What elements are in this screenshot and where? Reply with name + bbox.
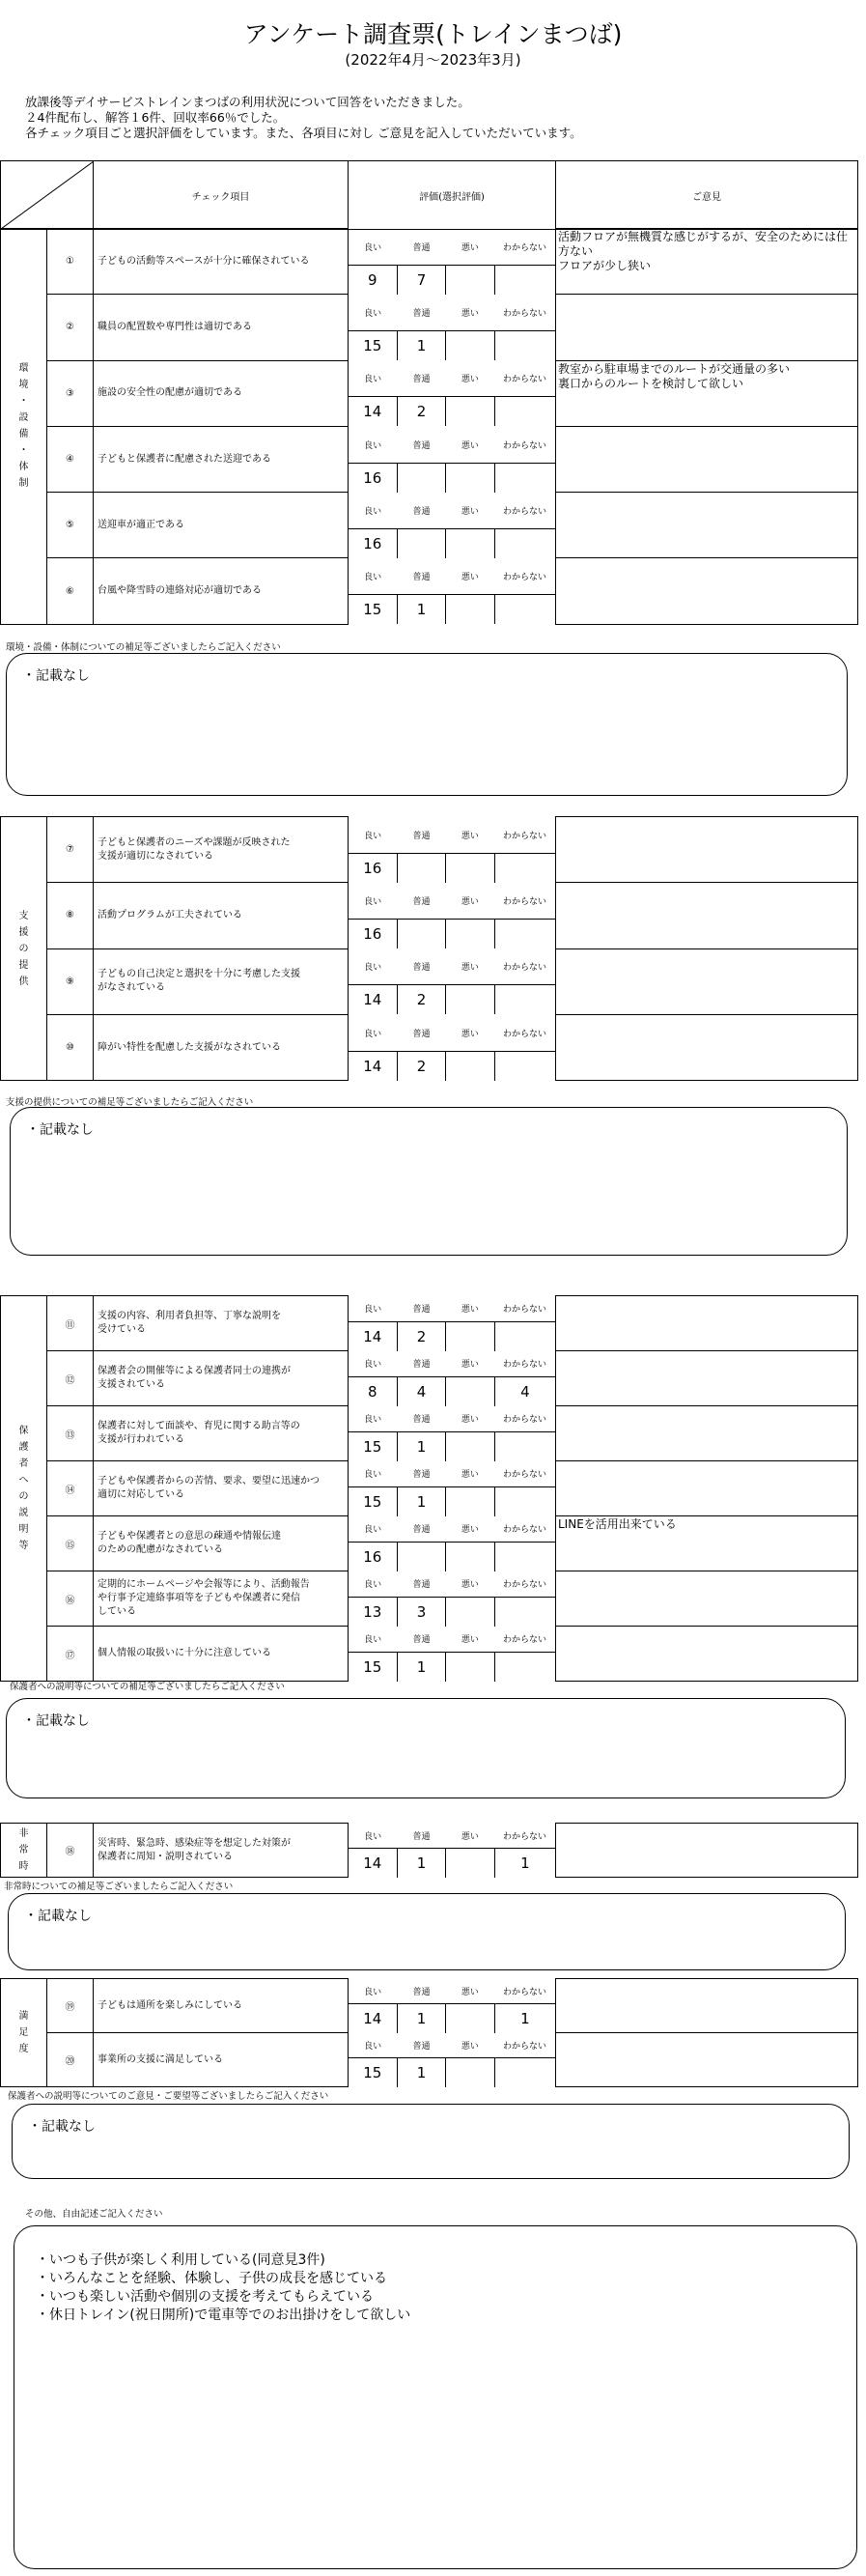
rating-value: 1 [520, 1854, 530, 1872]
rating-label: 悪い [461, 1360, 479, 1370]
rating-value [446, 331, 495, 360]
rating-cell [349, 2033, 556, 2087]
rating-label: 悪い [461, 1415, 479, 1425]
comment-cell [556, 1627, 858, 1682]
rating-value [495, 397, 555, 426]
rating-label: 悪い [461, 1029, 479, 1039]
rating-label: わからない [503, 440, 547, 451]
rating-label: わからない [503, 1987, 547, 1997]
rating-label: わからない [503, 375, 547, 385]
rating-value: 16 [349, 1543, 398, 1571]
rating-value [446, 1849, 495, 1878]
table-row [1, 2033, 858, 2087]
table-row [1, 1516, 858, 1571]
rating-value: 14 [349, 397, 398, 426]
item-number: ⑰ [47, 1627, 94, 1682]
rating-label: 普通 [412, 896, 431, 907]
comment-cell [556, 1571, 858, 1627]
check-item: 個人情報の取扱いに十分に注意している [94, 1627, 349, 1682]
rating-label: 普通 [412, 1470, 431, 1480]
rating-value: 14 [349, 1849, 398, 1878]
rating-value [495, 331, 555, 360]
item-number: ⑨ [47, 948, 94, 1014]
rating-label: 悪い [461, 506, 479, 517]
rating-label: 良い [364, 1831, 382, 1842]
check-item: 子どもは通所を楽しみにしている [94, 1979, 349, 2033]
rating-value: 1 [398, 1849, 447, 1878]
rating-value [495, 1052, 555, 1081]
section-comment-box: ・記載なし [10, 1107, 848, 1256]
section-prompt: 保護者への説明等についての補足等ございましたらご記入ください [10, 1682, 285, 1692]
rating-label: 良い [364, 573, 382, 583]
header-rating: 評価(選択評価) [349, 161, 556, 230]
rating-label: 良い [364, 440, 382, 451]
rating-value [495, 1598, 555, 1627]
check-item: 支援の内容、利用者負担等、丁寧な説明を 受けている [94, 1296, 349, 1351]
rating-label: 悪い [461, 1635, 479, 1645]
item-number: ③ [47, 360, 94, 426]
section-table [0, 228, 858, 625]
rating-label: わからない [503, 1029, 547, 1039]
rating-label: 良い [364, 1360, 382, 1370]
check-item: 活動プログラムが工夫されている [94, 883, 349, 948]
rating-value [495, 1432, 555, 1461]
comment-cell [556, 2033, 858, 2087]
rating-value [495, 1322, 555, 1351]
rating-value [495, 920, 555, 948]
rating-value [446, 2004, 495, 2033]
rating-value [495, 2058, 555, 2087]
table-row [1, 493, 858, 558]
table-row [1, 558, 858, 624]
rating-value: 3 [398, 1598, 447, 1627]
rating-value [495, 1653, 555, 1682]
rating-value: 9 [349, 266, 398, 295]
rating-label: 良い [364, 1525, 382, 1535]
rating-label: 普通 [412, 963, 431, 974]
rating-cell [349, 1296, 556, 1351]
check-item: 子どもの活動等スペースが十分に確保されている [94, 229, 349, 295]
rating-value: 4 [398, 1377, 447, 1406]
rating-label: 良い [364, 1987, 382, 1997]
comment-cell [556, 883, 858, 948]
item-number: ⑦ [47, 817, 94, 883]
intro-line: 放課後等デイサービストレインまつばの利用状況について回答をいただきました。 [25, 95, 470, 109]
rating-value [495, 595, 555, 624]
category-label: 保 護 者 へ の 説 明 等 [1, 1296, 47, 1682]
rating-value: 16 [349, 854, 398, 883]
comment-cell: LINEを活用出来ている [556, 1516, 858, 1571]
section-prompt: 環境・設備・体制についての補足等ございましたらご記入ください [6, 642, 281, 653]
rating-label: わからない [503, 1580, 547, 1590]
table-row [1, 1627, 858, 1682]
comment-cell [556, 817, 858, 883]
item-number: ④ [47, 426, 94, 492]
table-row [1, 1571, 858, 1627]
rating-label: わからない [503, 963, 547, 974]
rating-cell [349, 1824, 556, 1878]
rating-cell [349, 1516, 556, 1571]
rating-value: 13 [349, 1598, 398, 1627]
comment-cell [556, 1461, 858, 1516]
rating-value: 14 [349, 1322, 398, 1351]
rating-value [495, 1487, 555, 1516]
category-label: 満 足 度 [1, 1979, 47, 2087]
rating-value [495, 464, 555, 493]
rating-value [446, 595, 495, 624]
category-label: 支 援 の 提 供 [1, 817, 47, 1081]
table-row [1, 948, 858, 1014]
rating-cell [349, 948, 556, 1014]
comment-cell [556, 426, 858, 492]
table-row [1, 426, 858, 492]
rating-label: 悪い [461, 963, 479, 974]
check-item: 職員の配置数や専門性は適切である [94, 295, 349, 360]
rating-value [446, 1653, 495, 1682]
rating-value [446, 464, 495, 493]
section-prompt: 支援の提供についての補足等ございましたらご記入ください [6, 1097, 254, 1108]
rating-label: 悪い [461, 896, 479, 907]
rating-value: 14 [349, 985, 398, 1014]
rating-label: 普通 [412, 1987, 431, 1997]
rating-label: 悪い [461, 1525, 479, 1535]
rating-cell [349, 817, 556, 883]
rating-value: 8 [349, 1377, 398, 1406]
rating-label: 悪い [461, 2041, 479, 2052]
section-table [0, 1978, 858, 2087]
rating-label: 良い [364, 1029, 382, 1039]
rating-value [398, 464, 447, 493]
comment-cell [556, 1351, 858, 1406]
free-comment-line: ・いろんなことを経験、体験し、子供の成長を感じている [36, 2271, 387, 2286]
rating-label: わからない [503, 1415, 547, 1425]
item-number: ⑫ [47, 1351, 94, 1406]
rating-label: わからない [503, 896, 547, 907]
section-prompt: 非常時についての補足等ございましたらご記入ください [4, 1882, 234, 1892]
survey-intro [25, 95, 582, 141]
rating-label: わからない [503, 308, 547, 319]
header-item: チェック項目 [94, 161, 349, 230]
rating-value [446, 1322, 495, 1351]
rating-cell [349, 883, 556, 948]
table-row [1, 1351, 858, 1406]
rating-value [446, 397, 495, 426]
check-item: 台風や降雪時の連絡対応が適切である [94, 558, 349, 624]
rating-value: 15 [349, 1432, 398, 1461]
rating-value [495, 266, 555, 295]
rating-cell [349, 1014, 556, 1080]
rating-label: 普通 [412, 308, 431, 319]
comment-cell [556, 1979, 858, 2033]
rating-value [446, 266, 495, 295]
rating-value: 1 [398, 331, 447, 360]
rating-value [446, 1543, 495, 1571]
rating-value [446, 854, 495, 883]
rating-value [398, 1543, 447, 1571]
check-item: 保護者に対して面談や、育児に関する助言等の 支援が行われている [94, 1406, 349, 1461]
table-row [1, 360, 858, 426]
survey-period: (2022年4月〜2023年3月) [345, 51, 521, 69]
rating-label: 良い [364, 1470, 382, 1480]
comment-cell [556, 295, 858, 360]
rating-value: 2 [398, 1322, 447, 1351]
rating-label: わからない [503, 1635, 547, 1645]
check-item: 施設の安全性の配慮が適切である [94, 360, 349, 426]
section-comment-box: ・記載なし [6, 1698, 846, 1798]
category-label: 環 境 ・ 設 備 ・ 体 制 [1, 229, 47, 625]
rating-label: 良い [364, 896, 382, 907]
rating-value [446, 1052, 495, 1081]
rating-label: わからない [503, 506, 547, 517]
item-number: ⑱ [47, 1824, 94, 1878]
rating-value: 4 [520, 1382, 530, 1401]
rating-label: 良い [364, 963, 382, 974]
rating-value: 2 [398, 985, 447, 1014]
rating-cell [349, 1406, 556, 1461]
rating-label: 良い [364, 2041, 382, 2052]
rating-value [495, 1543, 555, 1571]
item-number: ⑬ [47, 1406, 94, 1461]
check-item: 保護者会の開催等による保護者同士の連携が 支援されている [94, 1351, 349, 1406]
check-item: 子どもや保護者からの苦情、要求、要望に迅速かつ 適切に対応している [94, 1461, 349, 1516]
rating-label: 悪い [461, 1987, 479, 1997]
table-row [1, 1296, 858, 1351]
item-number: ⑤ [47, 493, 94, 558]
rating-label: 良い [364, 1635, 382, 1645]
rating-label: 良い [364, 506, 382, 517]
comment-cell [556, 1824, 858, 1878]
free-comment-line: ・いつも楽しい活動や個別の支援を考えてもらえている [36, 2289, 374, 2305]
rating-label: 普通 [412, 1635, 431, 1645]
free-comment-line: ・いつも子供が楽しく利用している(同意見3件) [36, 2252, 325, 2268]
rating-value: 1 [398, 2058, 447, 2087]
rating-value [446, 2058, 495, 2087]
intro-line: 各チェック項目ごと選択評価をしています。また、各項目に対し ご意見を記入していただいています。 [25, 126, 582, 140]
free-comment-line: ・休日トレイン(祝日開所)で電車等でのお出掛けをして欲しい [36, 2307, 411, 2323]
rating-value [398, 854, 447, 883]
rating-label: 普通 [412, 1305, 431, 1315]
rating-value: 16 [349, 529, 398, 558]
rating-label: 普通 [412, 1029, 431, 1039]
rating-value: 16 [349, 464, 398, 493]
section-comment-box: ・記載なし [6, 653, 848, 796]
item-number: ⑲ [47, 1979, 94, 2033]
rating-value: 2 [398, 1052, 447, 1081]
rating-label: 悪い [461, 1831, 479, 1842]
rating-value: 1 [398, 1432, 447, 1461]
rating-value: 15 [349, 2058, 398, 2087]
rating-value: 1 [398, 1653, 447, 1682]
comment-cell: 教室から駐車場までのルートが交通量の多い 裏口からのルートを検討して欲しい [556, 360, 858, 426]
comment-cell [556, 1014, 858, 1080]
comment-cell [556, 948, 858, 1014]
check-item: 子どもの自己決定と選択を十分に考慮した支援 がなされている [94, 948, 349, 1014]
rating-value [495, 854, 555, 883]
item-number: ⑩ [47, 1014, 94, 1080]
section-prompt: 保護者への説明等についてのご意見・ご要望等ございましたらご記入ください [8, 2091, 329, 2102]
rating-label: 悪い [461, 573, 479, 583]
rating-label: 良い [364, 1580, 382, 1590]
rating-cell [349, 1979, 556, 2033]
item-number: ⑥ [47, 558, 94, 624]
section-table [0, 1295, 858, 1682]
table-row [1, 1824, 858, 1878]
comment-cell [556, 1406, 858, 1461]
rating-label: わからない [503, 831, 547, 841]
comment-cell [556, 558, 858, 624]
item-number: ⑮ [47, 1516, 94, 1571]
rating-value [495, 529, 555, 558]
rating-value: 1 [398, 595, 447, 624]
rating-value [446, 1487, 495, 1516]
survey-title: アンケート調査票(トレインまつば) [243, 20, 623, 48]
rating-cell [349, 426, 556, 492]
section-table [0, 816, 858, 1081]
rating-cell [349, 360, 556, 426]
rating-value [398, 920, 447, 948]
item-number: ① [47, 229, 94, 295]
rating-label: 普通 [412, 1360, 431, 1370]
comment-cell [556, 1296, 858, 1351]
table-row [1, 1014, 858, 1080]
rating-value [446, 985, 495, 1014]
rating-value: 15 [349, 1653, 398, 1682]
rating-label: 普通 [412, 440, 431, 451]
intro-line: ２4件配布し、解答１6件、回収率66％でした。 [25, 110, 286, 125]
rating-label: 普通 [412, 2041, 431, 2052]
check-item: 送迎車が適正である [94, 493, 349, 558]
comment-cell: 活動フロアが無機質な感じがするが、安全のためには仕方ない フロアが少し狭い [556, 229, 858, 295]
item-number: ⑭ [47, 1461, 94, 1516]
rating-value: 14 [349, 1052, 398, 1081]
rating-value: 2 [398, 397, 447, 426]
rating-label: わからない [503, 1831, 547, 1842]
rating-label: 普通 [412, 375, 431, 385]
item-number: ⑪ [47, 1296, 94, 1351]
rating-label: 普通 [412, 1525, 431, 1535]
rating-cell [349, 1351, 556, 1406]
item-number: ⑳ [47, 2033, 94, 2087]
rating-label: 悪い [461, 440, 479, 451]
comment-cell [556, 493, 858, 558]
diagonal-cell [1, 161, 94, 230]
rating-cell [349, 1571, 556, 1627]
rating-label: 悪い [461, 831, 479, 841]
rating-label: わからない [503, 242, 547, 253]
table-row [1, 883, 858, 948]
rating-label: わからない [503, 1360, 547, 1370]
rating-label: わからない [503, 2041, 547, 2052]
rating-value: 14 [349, 2004, 398, 2033]
rating-value: 15 [349, 595, 398, 624]
rating-cell [349, 1627, 556, 1682]
table-header [0, 160, 858, 230]
table-row [1, 229, 858, 295]
table-row [1, 1979, 858, 2033]
check-item: 定期的にホームページや会報等により、活動報告 や行事予定連絡事項等を子どもや保護者に発信 している [94, 1571, 349, 1627]
rating-value [446, 1432, 495, 1461]
rating-cell [349, 493, 556, 558]
rating-cell [349, 558, 556, 624]
rating-label: わからない [503, 1525, 547, 1535]
rating-value [446, 529, 495, 558]
rating-value: 1 [398, 1487, 447, 1516]
rating-label: 普通 [412, 573, 431, 583]
check-item: 災害時、緊急時、感染症等を想定した対策が 保護者に周知・説明されている [94, 1824, 349, 1878]
rating-label: 普通 [412, 831, 431, 841]
rating-value [446, 1377, 495, 1406]
item-number: ⑧ [47, 883, 94, 948]
check-item: 障がい特性を配慮した支援がなされている [94, 1014, 349, 1080]
free-prompt: その他、自由記述ご記入ください [25, 2209, 163, 2220]
rating-cell [349, 1461, 556, 1516]
rating-label: 良い [364, 308, 382, 319]
rating-value [446, 920, 495, 948]
rating-label: 悪い [461, 1305, 479, 1315]
table-row [1, 1406, 858, 1461]
section-comment-box: ・記載なし [8, 1893, 846, 1970]
item-number: ⑯ [47, 1571, 94, 1627]
rating-label: わからない [503, 573, 547, 583]
rating-label: 普通 [412, 1580, 431, 1590]
check-item: 子どもと保護者のニーズや課題が反映された 支援が適切になされている [94, 817, 349, 883]
free-comment-box [14, 2225, 857, 2569]
rating-value: 7 [398, 266, 447, 295]
table-row [1, 295, 858, 360]
rating-value: 1 [398, 2004, 447, 2033]
section-table [0, 1823, 858, 1878]
rating-label: 良い [364, 1305, 382, 1315]
header-comment: ご意見 [556, 161, 858, 230]
rating-label: 良い [364, 375, 382, 385]
rating-label: 悪い [461, 242, 479, 253]
rating-value [398, 529, 447, 558]
rating-label: 悪い [461, 375, 479, 385]
rating-label: わからない [503, 1305, 547, 1315]
rating-value [495, 985, 555, 1014]
rating-label: わからない [503, 1470, 547, 1480]
rating-label: 普通 [412, 1831, 431, 1842]
rating-cell [349, 295, 556, 360]
table-row [1, 1461, 858, 1516]
rating-label: 普通 [412, 242, 431, 253]
rating-label: 良い [364, 1415, 382, 1425]
check-item: 事業所の支援に満足している [94, 2033, 349, 2087]
item-number: ② [47, 295, 94, 360]
check-item: 子どもと保護者に配慮された送迎である [94, 426, 349, 492]
rating-label: 悪い [461, 1470, 479, 1480]
table-row [1, 817, 858, 883]
rating-cell [349, 229, 556, 295]
rating-label: 普通 [412, 1415, 431, 1425]
rating-value: 15 [349, 331, 398, 360]
rating-label: 良い [364, 831, 382, 841]
category-label: 非 常 時 [1, 1824, 47, 1878]
rating-label: 普通 [412, 506, 431, 517]
rating-value: 16 [349, 920, 398, 948]
rating-label: 悪い [461, 1580, 479, 1590]
section-comment-box: ・記載なし [12, 2104, 850, 2179]
rating-label: 良い [364, 242, 382, 253]
rating-value: 15 [349, 1487, 398, 1516]
rating-value [446, 1598, 495, 1627]
rating-value: 1 [520, 2009, 530, 2027]
check-item: 子どもや保護者との意思の疎通や情報伝達 のための配慮がなされている [94, 1516, 349, 1571]
rating-label: 悪い [461, 308, 479, 319]
